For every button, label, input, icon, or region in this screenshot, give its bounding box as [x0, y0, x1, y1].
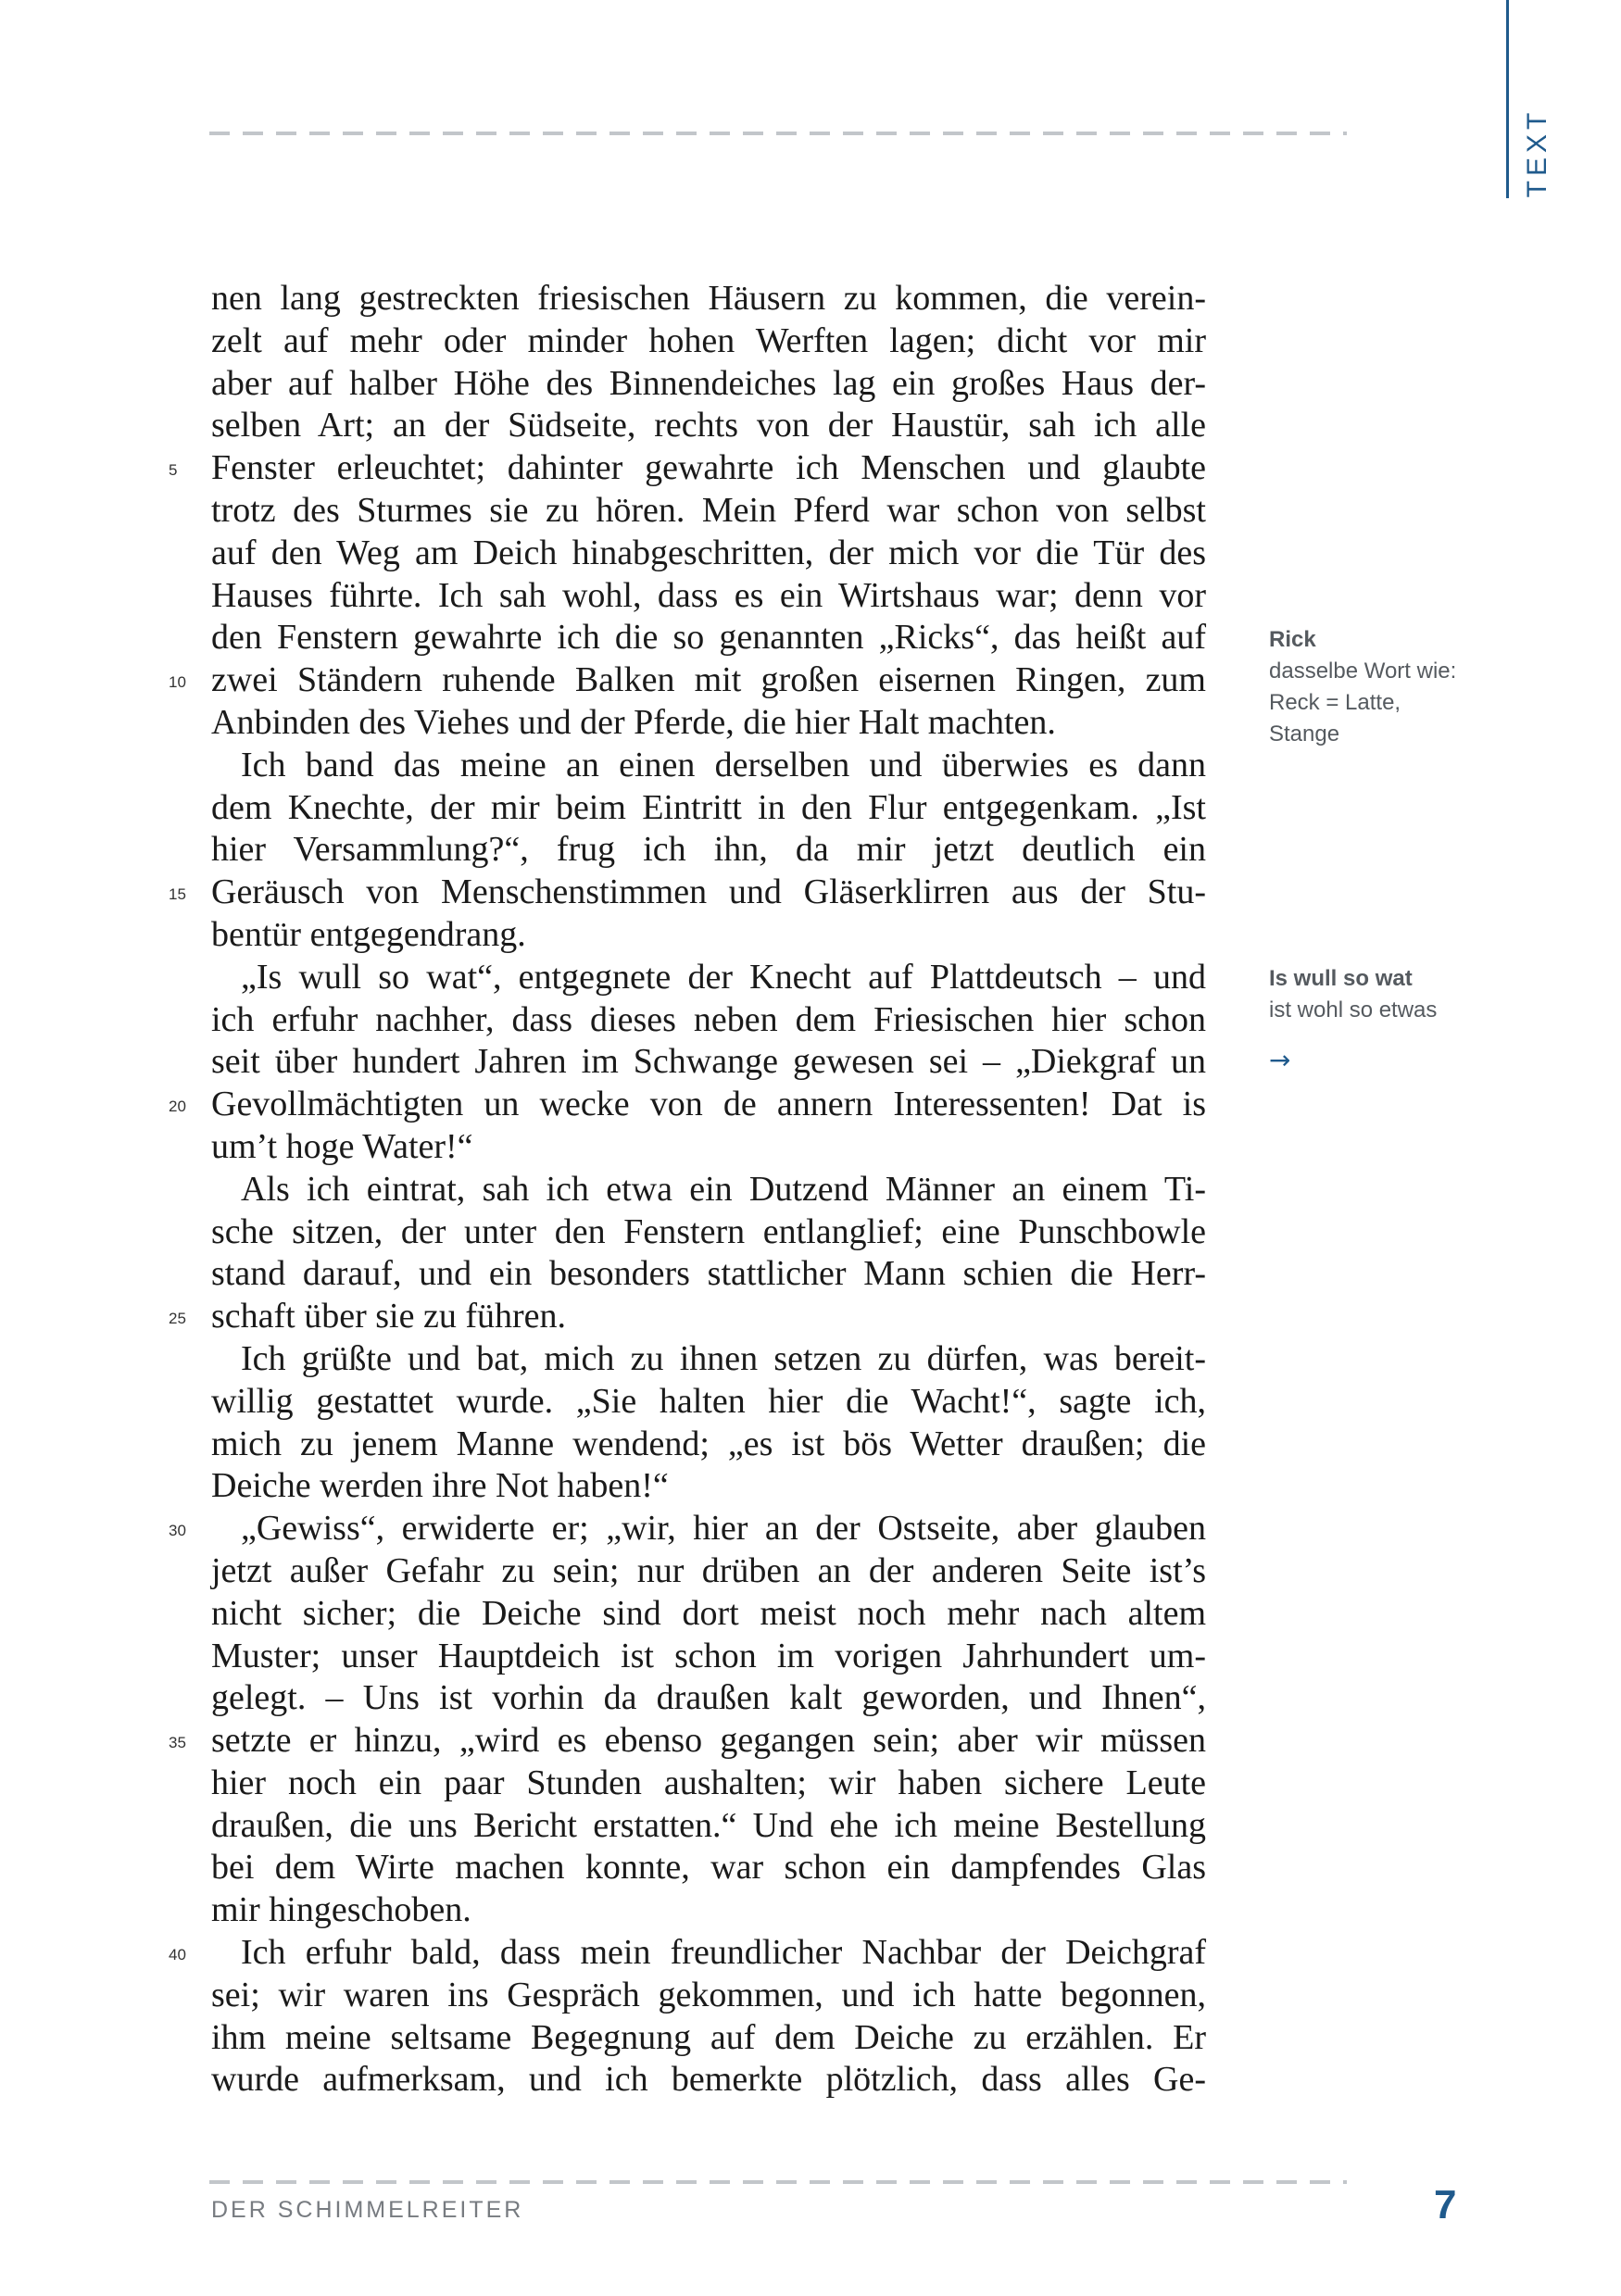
text-line-content: mich zu jenem Manne wendend; „es ist bös Wetter draußen; die [211, 1424, 1206, 1463]
text-line [169, 1508, 1206, 1550]
text-line-content: schaft über sie zu führen. [211, 1297, 567, 1336]
text-line [169, 1296, 1206, 1338]
text-line-content: ich erfuhr nachher, dass dieses neben dem Friesischen hier schon [211, 999, 1206, 1039]
text-line [169, 872, 1206, 914]
text-line-content: selben Art; an der Südseite, rechts von der Haustür, sah ich alle [211, 406, 1206, 445]
text-line [211, 1169, 1206, 1211]
text-line-content: jetzt außer Gefahr zu sein; nur drüben an der anderen Seite ist’s [211, 1550, 1206, 1590]
text-line [211, 999, 1206, 1042]
body-text [169, 278, 1206, 2102]
text-line-content: gelegt. – Uns ist vorhin da draußen kalt geworden, und Ihnen“, [211, 1678, 1206, 1718]
margin-gloss-rick [1269, 624, 1456, 750]
text-line [211, 1253, 1206, 1296]
text-line [169, 1932, 1206, 1975]
text-line-content: auf den Weg am Deich hinabgeschritten, der mich vor die Tür des [211, 533, 1206, 572]
line-number: 20 [169, 1098, 186, 1116]
text-line [211, 490, 1206, 533]
text-line [211, 1126, 1206, 1169]
text-line [211, 1636, 1206, 1678]
line-number: 40 [169, 1946, 186, 1964]
text-line-content: Als ich eintrat, sah ich etwa ein Dutzend Männer an einem Ti- [241, 1169, 1206, 1209]
text-line [169, 1084, 1206, 1126]
text-line-content: „Is wull so wat“, entgegnete der Knecht auf Plattdeutsch – und [241, 957, 1206, 997]
text-line [211, 575, 1206, 618]
text-line [211, 745, 1206, 787]
text-line-content: sche sitzen, der unter den Fenstern entlanglief; eine Punschbowle [211, 1211, 1206, 1251]
text-line [211, 1211, 1206, 1254]
text-line-content: Anbinden des Viehes und der Pferde, die hier Halt machten. [211, 702, 1056, 742]
line-number: 5 [169, 461, 178, 480]
text-line-content: Ich band das meine an einen derselben und überwies es dann [241, 745, 1206, 784]
line-number: 15 [169, 885, 186, 904]
text-line [211, 787, 1206, 830]
text-line [211, 1550, 1206, 1593]
text-line-content: Hauses führte. Ich sah wohl, dass es ein Wirtshaus war; denn vor [211, 575, 1206, 615]
text-line-content: mir hingeschoben. [211, 1890, 471, 1930]
arrow-right-icon: → [1269, 1045, 1291, 1075]
line-number: 10 [169, 673, 186, 692]
text-line-content: seit über hundert Jahren im Schwange gewesen sei – „Diekgraf un [211, 1042, 1206, 1082]
text-line-content: zelt auf mehr oder minder hohen Werften lagen; dicht vor mir [211, 320, 1206, 360]
text-line [211, 1677, 1206, 1720]
text-line-content: bentür entgegendrang. [211, 914, 526, 954]
text-line [211, 1424, 1206, 1466]
bottom-dashed-rule [209, 2180, 1347, 2184]
text-line [211, 405, 1206, 447]
text-line [211, 914, 1206, 957]
text-line [211, 1847, 1206, 1889]
text-line [211, 363, 1206, 406]
text-line-content: „Gewiss“, erwiderte er; „wir, hier an der Ostseite, aber glauben [241, 1509, 1206, 1549]
text-line [169, 659, 1206, 702]
side-tab-label: TEXT [1522, 107, 1552, 198]
text-line-content: Muster; unser Hauptdeich ist schon im vorigen Jahrhundert um- [211, 1636, 1206, 1675]
text-line-content: willig gestattet wurde. „Sie halten hier die Wacht!“, sagte ich, [211, 1381, 1206, 1421]
gloss-definition-line: Reck = Latte, [1269, 690, 1401, 715]
text-line-content: Fenster erleuchtet; dahinter gewahrte ich Menschen und glaubte [211, 448, 1206, 488]
gloss-definition-line: dasselbe Wort wie: [1269, 659, 1457, 684]
side-tab [1519, 102, 1556, 204]
text-line [211, 1465, 1206, 1508]
text-line-content: sei; wir waren ins Gespräch gekommen, und ich hatte begonnen, [211, 1975, 1206, 2014]
gloss-definition-line: ist wohl so etwas [1269, 997, 1438, 1023]
page-number: 7 [1434, 2182, 1457, 2227]
text-line [211, 1805, 1206, 1848]
text-line [211, 2017, 1206, 2060]
text-line [211, 278, 1206, 320]
text-line-content: hier Versammlung?“, frug ich ihn, da mir jetzt deutlich ein [211, 830, 1206, 870]
text-line [211, 1593, 1206, 1636]
text-line-content: um’t hoge Water!“ [211, 1126, 473, 1166]
margin-gloss-is-wull-so-wat [1269, 963, 1437, 1026]
text-line-content: Geräusch von Menschenstimmen und Gläserklirren aus der Stu- [211, 872, 1206, 912]
text-line-content: hier noch ein paar Stunden aushalten; wir haben sichere Leute [211, 1763, 1206, 1802]
line-number: 35 [169, 1734, 186, 1752]
text-line-content: Deiche werden ihre Not haben!“ [211, 1466, 669, 1506]
text-line-content: nen lang gestreckten friesischen Häusern zu kommen, die verein- [211, 279, 1206, 318]
text-line [211, 957, 1206, 999]
text-line [211, 2059, 1206, 2102]
line-number: 25 [169, 1310, 186, 1328]
text-line [211, 702, 1206, 745]
text-line-content: stand darauf, und ein besonders stattlicher Mann schien die Herr- [211, 1254, 1206, 1294]
text-line-content: Gevollmächtigten un wecke von de annern Interessenten! Dat is [211, 1085, 1206, 1124]
text-line-content: dem Knechte, der mir beim Eintritt in den Flur entgegenkam. „Ist [211, 787, 1206, 827]
text-line [211, 320, 1206, 363]
text-line-content: aber auf halber Höhe des Binnendeiches lag ein großes Haus der- [211, 363, 1206, 403]
gloss-term: Rick [1269, 627, 1316, 652]
text-line [211, 1889, 1206, 1932]
gloss-definition-line: Stange [1269, 721, 1340, 747]
text-line-content: zwei Ständern ruhende Balken mit großen eisernen Ringen, zum [211, 660, 1206, 700]
running-title: DER SCHIMMELREITER [211, 2197, 524, 2223]
top-dashed-rule [209, 132, 1347, 135]
text-line-content: nicht sicher; die Deiche sind dort meist noch mehr nach altem [211, 1593, 1206, 1633]
line-number: 30 [169, 1522, 186, 1540]
gloss-term: Is wull so wat [1269, 966, 1413, 991]
text-line [211, 1338, 1206, 1381]
text-line [211, 1041, 1206, 1084]
text-line-content: den Fenstern gewahrte ich die so genannten „Ricks“, das heißt auf [211, 618, 1206, 658]
side-tab-rule [1506, 0, 1509, 198]
text-line [211, 1975, 1206, 2017]
text-line-content: ihm meine seltsame Begegnung auf dem Deiche zu erzählen. Er [211, 2017, 1206, 2057]
text-line-content: trotz des Sturmes sie zu hören. Mein Pferd war schon von selbst [211, 490, 1206, 530]
text-line [211, 1381, 1206, 1424]
text-line-content: draußen, die uns Bericht erstatten.“ Und ehe ich meine Bestellung [211, 1805, 1206, 1845]
text-line [211, 1763, 1206, 1805]
text-line-content: setzte er hinzu, „wird es ebenso gegangen sein; aber wir müssen [211, 1721, 1206, 1761]
text-line [169, 1720, 1206, 1763]
text-line-content: wurde aufmerksam, und ich bemerkte plötzlich, dass alles Ge- [211, 2060, 1206, 2100]
text-line-content: bei dem Wirte machen konnte, war schon ein dampfendes Glas [211, 1848, 1206, 1888]
text-line [211, 829, 1206, 872]
text-line [211, 533, 1206, 575]
text-line-content: Ich erfuhr bald, dass mein freundlicher Nachbar der Deichgraf [241, 1933, 1206, 1973]
text-line [169, 447, 1206, 490]
text-line [211, 617, 1206, 659]
text-line-content: Ich grüßte und bat, mich zu ihnen setzen zu dürfen, was bereit- [241, 1338, 1206, 1378]
